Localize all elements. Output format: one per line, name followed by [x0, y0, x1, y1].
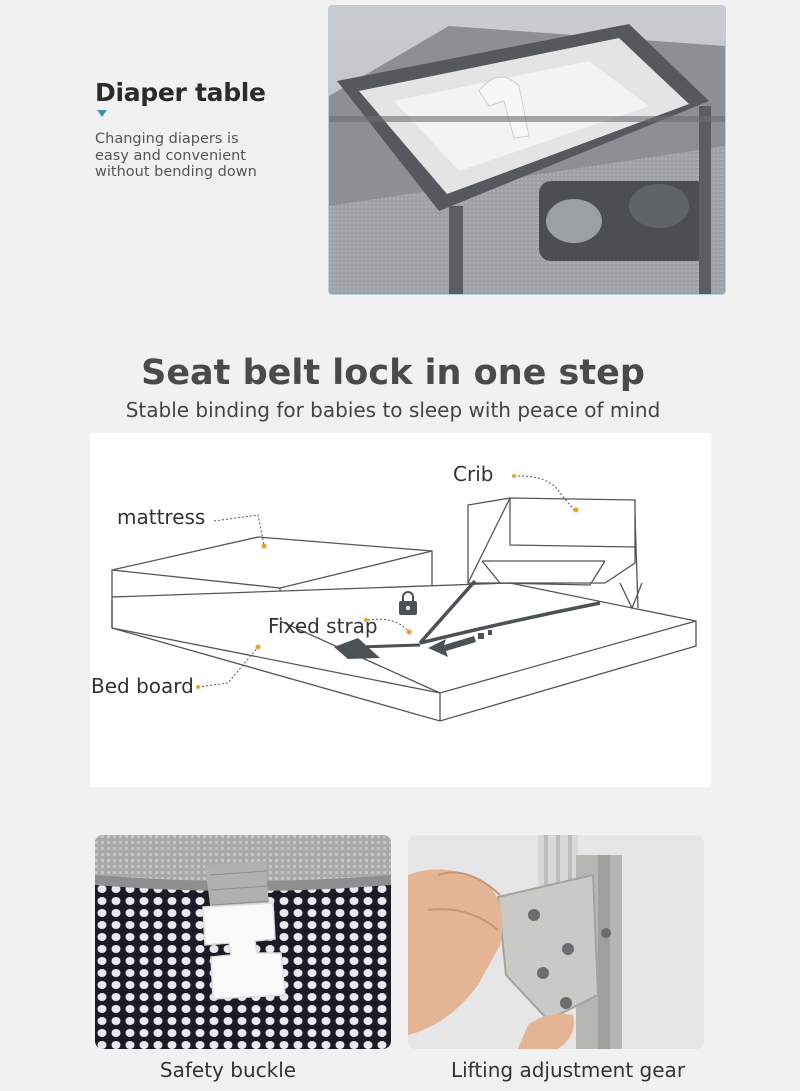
- caption-adjustment-gear: Lifting adjustment gear: [450, 1058, 686, 1082]
- section-subtitle: Stable binding for babies to sleep with peace of mind: [125, 398, 661, 422]
- section-title: Seat belt lock in one step: [141, 353, 645, 393]
- diaper-table-photo: [328, 5, 726, 295]
- adjustment-gear-photo: [408, 835, 704, 1049]
- belt-diagram: [90, 433, 711, 787]
- safety-buckle-photo: [95, 835, 391, 1049]
- caption-safety-buckle: Safety buckle: [159, 1058, 297, 1082]
- label-fixed-strap: Fixed strap: [268, 614, 378, 638]
- feature-description: Changing diapers is easy and convenient without bending down: [95, 131, 257, 180]
- title-pointer-icon: [97, 110, 107, 117]
- label-crib: Crib: [453, 462, 494, 486]
- label-bed-board: Bed board: [91, 674, 194, 698]
- label-mattress: mattress: [117, 505, 206, 529]
- feature-title: Diaper table: [95, 78, 266, 107]
